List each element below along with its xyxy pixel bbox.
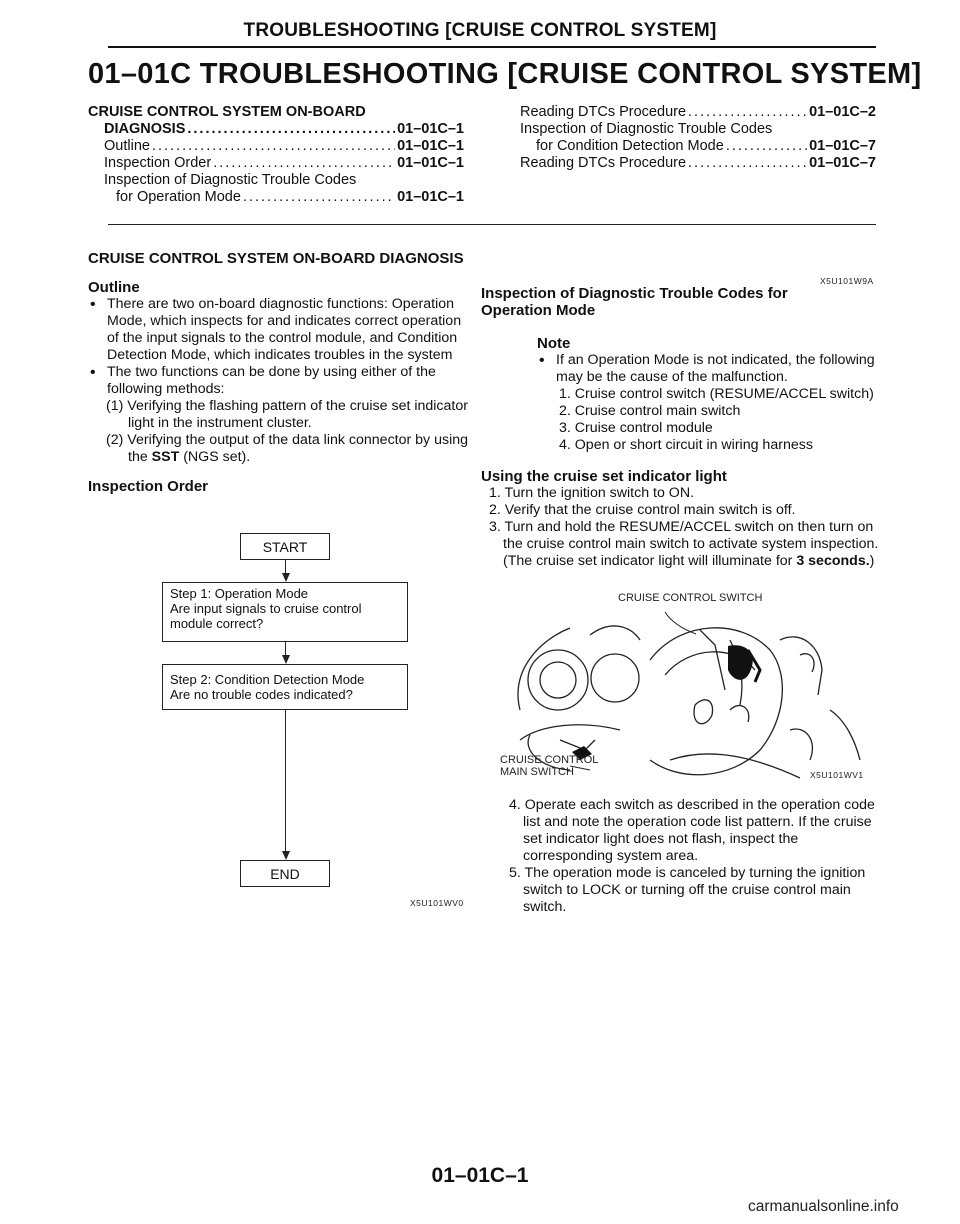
section-code: X5U101W9A (820, 276, 874, 286)
toc-entry[interactable]: DIAGNOSIS ..... 01–01C–1 (88, 121, 464, 138)
flow-connector (285, 710, 286, 852)
outline-bullet: • There are two on-board diagnostic functions: Operation Mode, which inspects for and indicates correct operation of the input signals to the control module, and Condition Detection Mode, which indicates troubles in the system (88, 296, 470, 364)
right-column-continued (503, 797, 883, 916)
illustration-code: X5U101WV1 (810, 770, 864, 780)
flow-start-box: START (240, 533, 330, 560)
outline-heading: Outline (88, 279, 140, 296)
page-title: 01–01C TROUBLESHOOTING [CRUISE CONTROL SYSTEM] (88, 58, 922, 90)
indicator-heading: Using the cruise set indicator light (481, 468, 727, 485)
toc-left (88, 104, 464, 206)
left-column (88, 250, 470, 495)
toc-entry[interactable]: for Condition Detection Mode ..... 01–01C–7 (520, 138, 876, 155)
flow-step1-box: Step 1: Operation Mode Are input signals to cruise control module correct? (162, 582, 408, 642)
right-column (481, 285, 881, 570)
flowchart-code: X5U101WV0 (410, 898, 464, 908)
procedure-step: 1. Turn the ignition switch to ON. (489, 485, 695, 501)
toc-right (520, 104, 876, 172)
toc-entry[interactable]: Inspection of Diagnostic Trouble Codes (520, 121, 773, 137)
outline-bullet: • The two functions can be done by using either of the following methods: (88, 364, 470, 398)
flow-arrow (282, 655, 290, 664)
header-rule (108, 46, 876, 48)
flow-connector (285, 560, 286, 574)
flow-arrow (282, 573, 290, 582)
flow-end-box: END (240, 860, 330, 887)
toc-entry[interactable]: for Operation Mode ..... 01–01C–1 (88, 189, 464, 206)
toc-entry[interactable]: Reading DTCs Procedure ..... 01–01C–2 (520, 104, 876, 121)
note-item: 4. Open or short circuit in wiring harness (559, 437, 813, 453)
illustration-label: CRUISE CONTROL SWITCH (618, 592, 763, 604)
page-number: 01–01C–1 (431, 1164, 529, 1187)
toc-entry[interactable]: CRUISE CONTROL SYSTEM ON-BOARD (88, 104, 366, 120)
toc-entry[interactable]: Outline ..... 01–01C–1 (88, 138, 464, 155)
toc-entry[interactable]: Reading DTCs Procedure ..... 01–01C–7 (520, 155, 876, 172)
method-item: (1) Verifying the flashing pattern of the cruise set indicator light in the instrument cluster. (106, 398, 468, 431)
flow-connector (285, 642, 286, 656)
note-bullet: • If an Operation Mode is not indicated, the following may be the cause of the malfunction. (537, 352, 881, 386)
note-heading: Note (537, 335, 571, 352)
note-item: 3. Cruise control module (559, 420, 713, 436)
toc-divider (108, 224, 876, 225)
note-item: 1. Cruise control switch (RESUME/ACCEL switch) (559, 386, 874, 402)
flow-arrow (282, 851, 290, 860)
watermark: carmanualsonline.info (748, 1198, 899, 1215)
note-item: 2. Cruise control main switch (559, 403, 741, 419)
illustration-label: CRUISE CONTROL MAIN SWITCH (500, 754, 599, 778)
section-heading: CRUISE CONTROL SYSTEM ON-BOARD DIAGNOSIS (88, 250, 464, 267)
inspection-heading: Inspection of Diagnostic Trouble Codes for Operation Mode (481, 285, 788, 319)
inspection-order-heading: Inspection Order (88, 478, 209, 495)
procedure-step: 3. Turn and hold the RESUME/ACCEL switch on then turn on the cruise control main switch to activate system inspection. (The cruise set indicator light will illuminate for 3 seconds.) (489, 519, 879, 569)
procedure-step: 2. Verify that the cruise control main switch is off. (489, 502, 796, 518)
method-item: (2) Verifying the output of the data link connector by using the SST (NGS set). (106, 432, 469, 465)
toc-entry[interactable]: Inspection of Diagnostic Trouble Codes (104, 172, 357, 188)
cruise-switch-illustration (500, 592, 880, 784)
running-header: TROUBLESHOOTING [CRUISE CONTROL SYSTEM] (243, 20, 717, 41)
toc-entry[interactable]: Inspection Order ..... 01–01C–1 (88, 155, 464, 172)
procedure-step: 4. Operate each switch as described in the operation code list and note the operation code list pattern. If the cruise set indicator light does not flash, inspect the corresponding system area. (509, 797, 875, 864)
procedure-step: 5. The operation mode is canceled by turning the ignition switch to LOCK or turning off the cruise control main switch. (509, 865, 866, 915)
flow-step2-box: Step 2: Condition Detection Mode Are no trouble codes indicated? (162, 664, 408, 710)
